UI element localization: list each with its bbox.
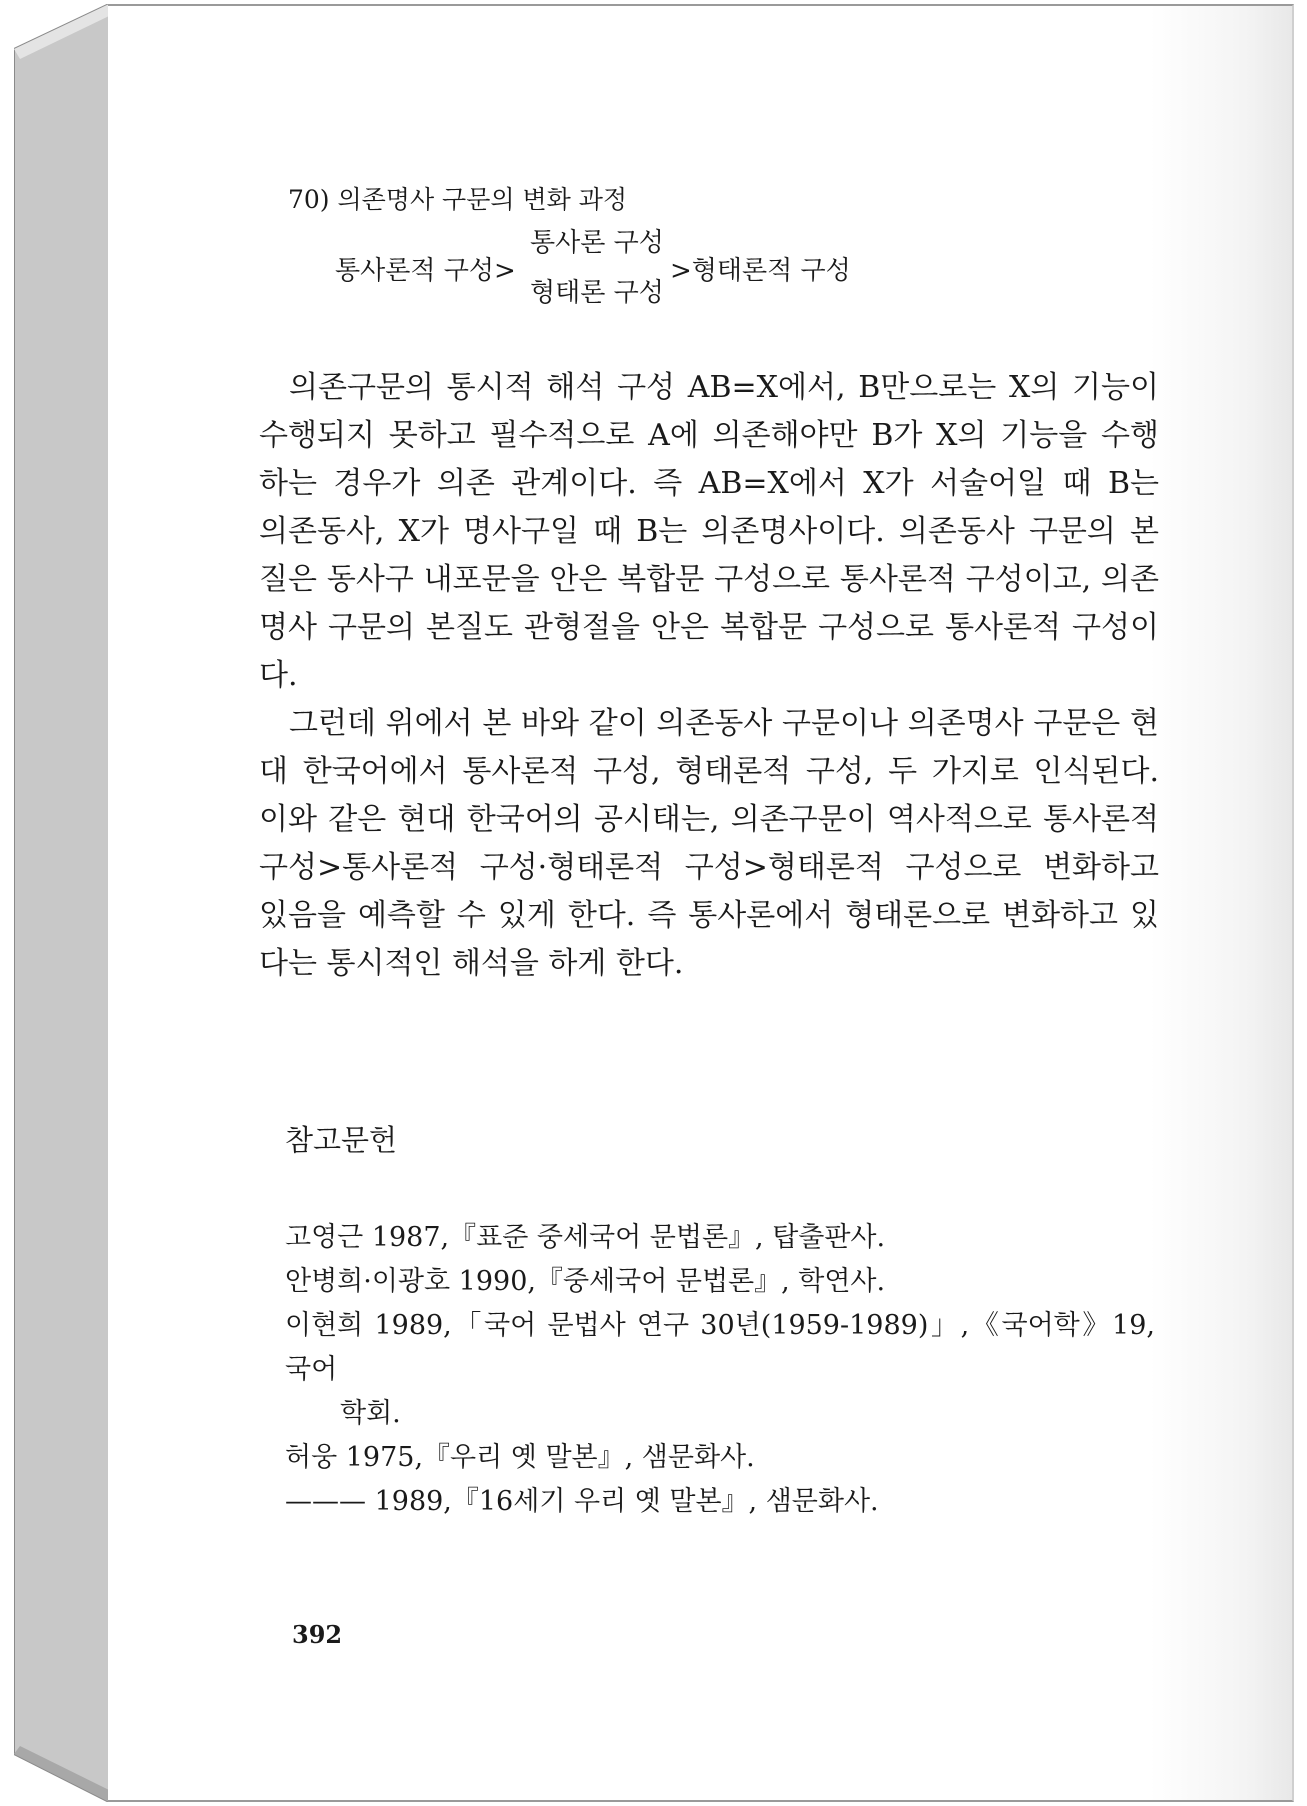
paragraph-1-line: 의존동사, X가 명사구일 때 B는 의존명사이다. 의존동사 구문의 본 [259, 514, 1159, 549]
book-cover-edge [14, 4, 109, 1802]
references-title: 참고문헌 [285, 1123, 398, 1157]
formula-left: 통사론적 구성> [335, 256, 516, 286]
formula-top: 통사론 구성 [530, 228, 664, 258]
paragraph-1-line: 의존구문의 통시적 해석 구성 AB=X에서, B만으로는 X의 기능이 [289, 370, 1159, 405]
change-process-formula [335, 222, 895, 312]
paragraph-2-line: 있음을 예측할 수 있게 한다. 즉 통사론에서 형태론으로 변화하고 있 [259, 898, 1159, 933]
formula-right: >형태론적 구성 [670, 256, 851, 286]
reference-item-continuation: 학회. [340, 1398, 401, 1429]
paragraph-1-line: 하는 경우가 의존 관계이다. 즉 AB=X에서 X가 서술어일 때 B는 [259, 466, 1159, 501]
paragraph-1-line: 수행되지 못하고 필수적으로 A에 의존해야만 B가 X의 기능을 수행 [259, 418, 1159, 453]
paragraph-1-line: 명사 구문의 본질도 관형절을 안은 복합문 구성으로 통사론적 구성이 [259, 610, 1159, 645]
paragraph-1-line: 질은 동사구 내포문을 안은 복합문 구성으로 통사론적 구성이고, 의존 [259, 562, 1159, 597]
references-list [285, 1216, 1155, 1524]
paragraph-2-line: 구성>통사론적 구성·형태론적 구성>형태론적 구성으로 변화하고 [259, 850, 1159, 885]
reference-item: 고영근 1987,『표준 중세국어 문법론』, 탑출판사. [285, 1222, 886, 1253]
paragraph-2-line: 이와 같은 현대 한국어의 공시태는, 의존구문이 역사적으로 통사론적 [259, 802, 1159, 837]
footnote-label: 70) 의존명사 구문의 변화 과정 [288, 185, 628, 214]
reference-item: 이현희 1989,「국어 문법사 연구 30년(1959-1989)」,《국어학》19, 국어 [285, 1310, 1155, 1385]
paragraph-2-line: 대 한국어에서 통사론적 구성, 형태론적 구성, 두 가지로 인식된다. [259, 754, 1159, 789]
formula-bottom: 형태론 구성 [530, 278, 664, 308]
reference-item: 허웅 1975,『우리 옛 말본』, 샘문화사. [285, 1442, 755, 1473]
page-number: 392 [292, 1620, 343, 1649]
body-text [259, 364, 1159, 988]
reference-item: 안병희·이광호 1990,『중세국어 문법론』, 학연사. [285, 1266, 886, 1297]
paragraph-2-line: 그런데 위에서 본 바와 같이 의존동사 구문이나 의존명사 구문은 현 [289, 706, 1159, 741]
reference-item: ——— 1989,『16세기 우리 옛 말본』, 샘문화사. [285, 1486, 879, 1517]
paragraph-2-line: 다는 통시적인 해석을 하게 한다. [259, 946, 684, 981]
paragraph-1-line: 다. [259, 658, 298, 693]
